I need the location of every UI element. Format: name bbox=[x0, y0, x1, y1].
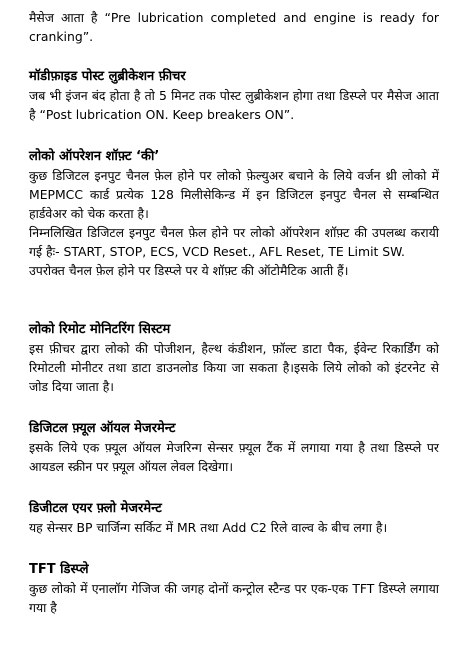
spacer bbox=[29, 280, 439, 320]
section-tft-display bbox=[29, 560, 439, 617]
section-paragraph: इस फ़ीचर द्वारा लोको की पोजीशन, हैल्थ कंडीशन, फ़ॉल्ट डाटा पैक, ईवेन्ट रिकार्डिंग को रिमोटली मोनीटर तथा डाटा डाउनलोड किया जा सकता है।इसके लिये लोको को इंटरनेट से जोड दिया जाता है। bbox=[29, 341, 439, 394]
section-heading: लोको ऑपरेशन शॉफ़्ट ‘की’ bbox=[29, 149, 160, 164]
spacer bbox=[29, 396, 439, 419]
section-heading: डिजिटल फ़्यूल ऑयल मेजरमेन्ट bbox=[29, 421, 176, 436]
section-loco-operation-soft-key bbox=[29, 147, 439, 280]
document-page bbox=[29, 8, 439, 617]
section-heading: TFT डिस्प्ले bbox=[29, 562, 89, 577]
section-air-flow-measurement bbox=[29, 499, 439, 537]
intro-paragraph: मैसेज आता है “Pre lubrication completed and engine is ready for cranking”. bbox=[29, 10, 439, 44]
section-remote-monitoring bbox=[29, 320, 439, 396]
section-paragraph: कुछ लोको में एनालॉग गेजिज की जगह दोनों कन्ट्रोल स्टैन्ड पर एक-एक TFT डिस्प्ले लगाया गया है bbox=[29, 581, 439, 615]
section-heading: मॉडीफ़ाइड पोस्ट लुब्रीकेशन फ़ीचर bbox=[29, 69, 186, 84]
section-paragraph: यह सेन्सर BP चार्जिन्ग सर्किट में MR तथा Add C2 रिले वाल्व के बीच लगा है। bbox=[29, 520, 388, 535]
section-post-lubrication bbox=[29, 67, 439, 124]
section-fuel-oil-measurement bbox=[29, 419, 439, 476]
section-paragraph: कुछ डिजिटल इनपुट चैनल फ़ेल होने पर लोको फ़ेल्युअर बचाने के लिये वर्जन थ्री लोको में MEPMCC कार्ड प्रत्येक 128 मिलीसेकिन्ड में इन डिजिटल इनपुट चैनल से सम्बन्धित हार्डवेअर को चेक करता है। bbox=[29, 168, 439, 221]
section-paragraph: उपरोक्त चैनल फ़ेल होने पर डिस्प्ले पर ये शॉफ़्ट की ऑटोमैटिक आती हैं। bbox=[29, 263, 349, 278]
spacer bbox=[29, 476, 439, 499]
spacer bbox=[29, 46, 439, 67]
spacer bbox=[29, 537, 439, 560]
section-heading: लोको रिमोट मोनिटरिंग सिस्टम bbox=[29, 322, 171, 337]
section-heading: डिजीटल एयर फ़्लो मेजरमेन्ट bbox=[29, 501, 162, 516]
spacer bbox=[29, 124, 439, 147]
section-paragraph: जब भी इंजन बंद होता है तो 5 मिनट तक पोस्ट लुब्रीकेशन होगा तथा डिस्प्ले पर मैसेज आता है “Post lubrication ON. Keep breakers ON”. bbox=[29, 88, 439, 122]
section-paragraph: निम्नलिखित डिजिटल इनपुट चैनल फ़ेल होने पर लोको ऑपरेशन शॉफ़्ट की उपलब्ध करायी गई हैः- START, STOP, ECS, VCD Reset., AFL Reset, TE Limit SW. bbox=[29, 225, 439, 259]
section-paragraph: इसके लिये एक फ़्यूल ऑयल मेजरिन्ग सेन्सर फ़्यूल टैंक में लगाया गया है तथा डिस्प्ले पर आयडल स्क्रीन पर फ़्यूल ऑयल लेवल दिखेगा। bbox=[29, 440, 439, 474]
